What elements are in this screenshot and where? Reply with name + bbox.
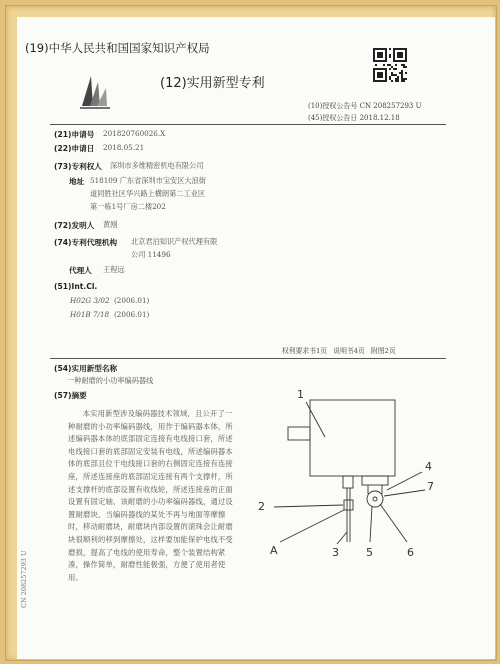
inventor-label: (72)发明人 xyxy=(54,221,95,230)
ipc-code-1: H02G 3/02 xyxy=(70,296,110,305)
abstract-text xyxy=(68,408,236,584)
figure-label-5: 5 xyxy=(366,546,373,559)
utility-model-title: 一种耐磨的小功率编码器线 xyxy=(67,376,154,385)
abstract-paragraph: 本实用新型涉及编码器技术领域，且公开了一种耐磨的小功率编码器线，用作于编码器本体，所述编码器本体的底部固定连接有电线接口套，所述电线接口套的底部固定安装有电线，所述编码器本体的底部且位于电线接口套的右侧固定连接有连接座，所述连接座的底部固定连接有两个支撑杆，所述支撑杆的底部设置有收线轮，所述连接座的正面设置有固定轴，该耐磨的小功率编码器线，通过设置耐磨块，当编码器线的某处不再与地面等摩擦时，移动耐磨块，耐磨块内部设置的滚珠会让耐磨块很顺利的移到摩擦处，这样要加能保护电线不受磨损，提高了电线的使用寿命，整个装置结构紧凑，操作简单，耐磨性能极强，方便了使用者使用。 xyxy=(68,409,233,582)
encoder-body xyxy=(310,400,395,476)
figure-label-1: 1 xyxy=(297,388,304,401)
connection-seat xyxy=(362,476,388,485)
agency-line-1: 北京君泊知识产权代理有限 xyxy=(131,237,218,246)
grant-number: (10)授权公告号 CN 208257293 U xyxy=(308,102,422,110)
ipc-version-2: (2006.01) xyxy=(114,310,150,319)
address-line-2: 道同胜社区华兴路上横朗第二工业区 xyxy=(90,189,206,198)
side-publication-number: CN 208257293 U xyxy=(20,550,28,608)
ipc-version-1: (2006.01) xyxy=(114,296,150,305)
app-date-label: (22)申请日 xyxy=(54,144,95,153)
agency-label: (74)专利代理机构 xyxy=(54,238,118,247)
abstract-label: (57)摘要 xyxy=(54,391,87,400)
address-label: 地址 xyxy=(69,177,85,186)
title-label: (54)实用新型名称 xyxy=(54,364,118,373)
app-date: 2018.05.21 xyxy=(103,143,145,152)
owner: 深圳市多维精密机电有限公司 xyxy=(110,161,204,170)
address-line-1: 518109 广东省深圳市宝安区大浪街 xyxy=(90,176,206,185)
intcl-label: (51)Int.Cl. xyxy=(54,282,98,291)
agency-line-2: 公司 11496 xyxy=(131,250,171,259)
app-no-label: (21)申请号 xyxy=(54,130,95,139)
qr-code-icon xyxy=(373,48,407,82)
patent-type: (12)实用新型专利 xyxy=(160,76,265,91)
abstract-figure xyxy=(250,382,450,562)
body-divider xyxy=(50,358,446,359)
office-name: (19)中华人民共和国国家知识产权局 xyxy=(25,41,210,55)
agent: 王程远 xyxy=(103,265,125,274)
app-no: 201820760026.X xyxy=(103,129,166,138)
figure-label-7: 7 xyxy=(427,480,434,493)
agent-label: 代理人 xyxy=(69,266,92,275)
page-count-info: 权利要求书1页 说明书4页 附图2页 xyxy=(282,347,396,355)
header-divider xyxy=(50,124,446,125)
ipc-code-2: H01B 7/18 xyxy=(70,310,110,319)
wear-block xyxy=(344,500,353,510)
figure-label-3: 3 xyxy=(332,546,339,559)
owner-label: (73)专利权人 xyxy=(54,162,102,171)
figure-label-a: A xyxy=(270,544,278,557)
grant-date: (45)授权公告日 2018.12.18 xyxy=(308,114,400,122)
cnipa-emblem-icon xyxy=(78,72,112,110)
figure-label-2: 2 xyxy=(258,500,265,513)
inventor: 黄刚 xyxy=(103,220,118,229)
figure-label-4: 4 xyxy=(425,460,432,473)
wire-connector-sleeve xyxy=(343,476,353,488)
address-line-3: 第一栋1号厂房二楼202 xyxy=(90,202,166,211)
figure-label-6: 6 xyxy=(407,546,414,559)
encoder-shaft xyxy=(288,427,310,440)
